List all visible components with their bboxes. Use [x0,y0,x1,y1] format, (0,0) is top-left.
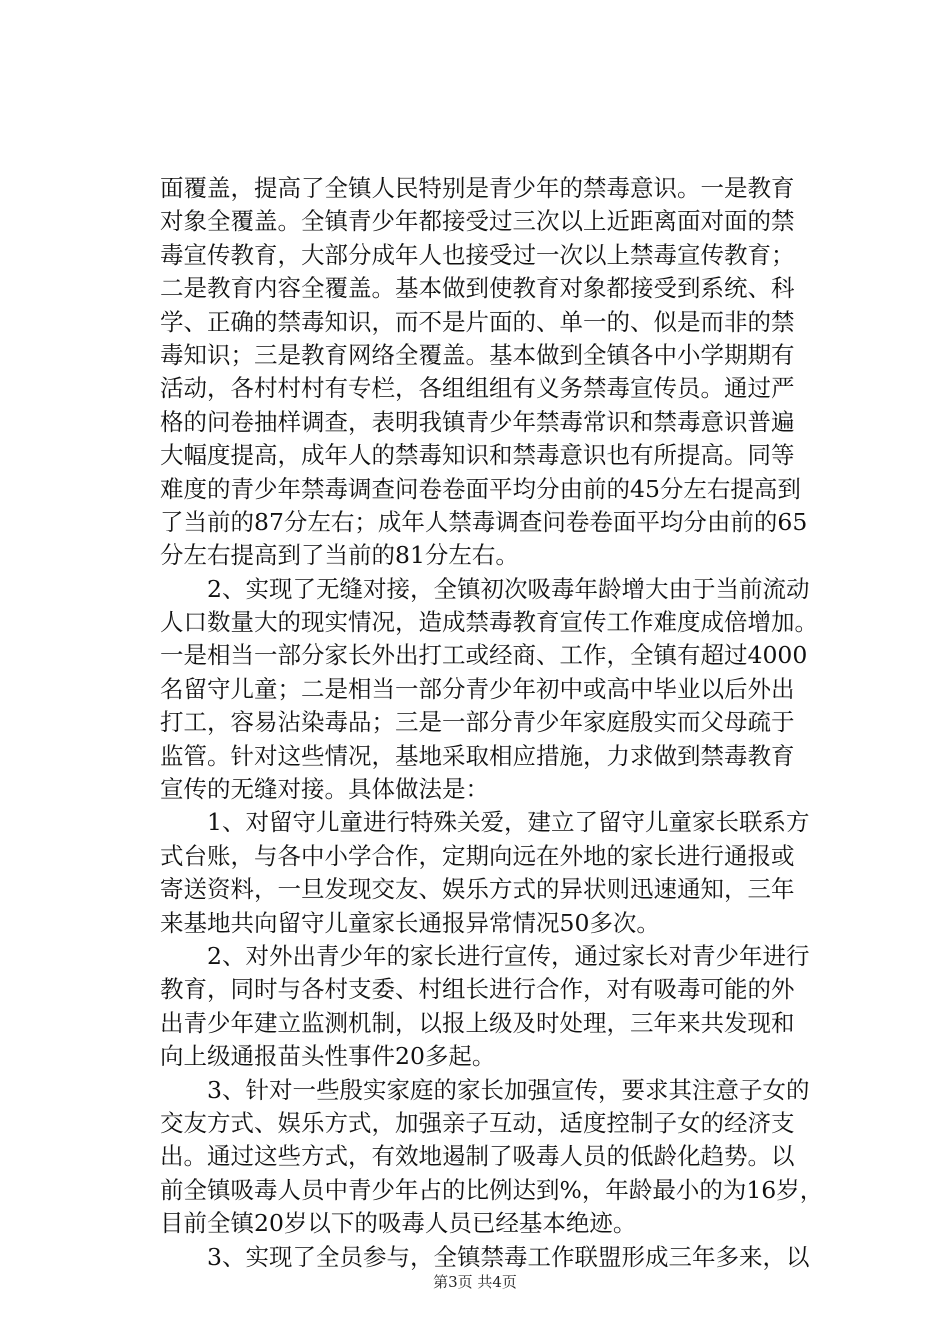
text-line: 目前全镇20岁以下的吸毒人员已经基本绝迹。 [160,1209,637,1238]
paragraph-start-line: 2、实现了无缝对接，全镇初次吸毒年龄增大由于当前流动 [160,574,810,603]
text-line: 人口数量大的现实情况，造成禁毒教育宣传工作难度成倍增加。 [160,608,818,637]
text-line: 难度的青少年禁毒调查问卷卷面平均分由前的45分左右提高到 [160,474,801,503]
text-line: 学、正确的禁毒知识，而不是片面的、单一的、似是而非的禁 [160,307,795,336]
text-line: 向上级通报苗头性事件20多起。 [160,1042,496,1071]
text-line: 来基地共向留守儿童家长通报异常情况50多次。 [160,908,660,937]
text-line: 大幅度提高，成年人的禁毒知识和禁毒意识也有所提高。同等 [160,441,795,470]
text-line: 毒宣传教育，大部分成年人也接受过一次以上禁毒宣传教育； [160,240,795,269]
text-line: 了当前的87分左右；成年人禁毒调查问卷卷面平均分由前的65 [160,507,808,536]
text-line: 寄送资料，一旦发现交友、娱乐方式的异状则迅速通知，三年 [160,875,795,904]
text-line: 教育，同时与各村支委、村组长进行合作，对有吸毒可能的外 [160,975,795,1004]
text-line: 面覆盖，提高了全镇人民特别是青少年的禁毒意识。一是教育 [160,174,795,202]
text-line: 二是教育内容全覆盖。基本做到使教育对象都接受到系统、科 [160,274,795,303]
text-line: 毒知识；三是教育网络全覆盖。基本做到全镇各中小学期期有 [160,340,795,369]
paragraph-start-line: 3、针对一些殷实家庭的家长加强宣传，要求其注意子女的 [160,1075,810,1104]
body-text [160,172,832,1274]
paragraph-start-line: 1、对留守儿童进行特殊关爱，建立了留守儿童家长联系方 [160,808,810,837]
paragraph-start-line: 2、对外出青少年的家长进行宣传，通过家长对青少年进行 [160,941,810,970]
text-line: 名留守儿童；二是相当一部分青少年初中或高中毕业以后外出 [160,674,795,703]
text-line: 交友方式、娱乐方式，加强亲子互动，适度控制子女的经济支 [160,1108,795,1137]
text-line: 监管。针对这些情况，基地采取相应措施，力求做到禁毒教育 [160,741,795,770]
text-line: 格的问卷抽样调查，表明我镇青少年禁毒常识和禁毒意识普遍 [160,407,795,436]
text-line: 活动，各村村村有专栏，各组组组有义务禁毒宣传员。通过严 [160,374,795,403]
paragraph-start-line: 3、实现了全员参与，全镇禁毒工作联盟形成三年多来，以 [160,1242,810,1271]
text-line: 式台账，与各中小学合作，定期向远在外地的家长进行通报或 [160,841,795,870]
text-line: 前全镇吸毒人员中青少年占的比例达到%，年龄最小的为16岁， [160,1175,824,1204]
text-line: 对象全覆盖。全镇青少年都接受过三次以上近距离面对面的禁 [160,207,795,236]
text-line: 分左右提高到了当前的81分左右。 [160,541,519,570]
text-line: 宣传的无缝对接。具体做法是： [160,775,489,804]
text-line: 一是相当一部分家长外出打工或经商、工作，全镇有超过4000 [160,641,808,670]
text-line: 出。通过这些方式，有效地遏制了吸毒人员的低龄化趋势。以 [160,1142,795,1171]
text-line: 打工，容易沾染毒品；三是一部分青少年家庭殷实而父母疏于 [160,708,795,737]
text-line: 出青少年建立监测机制，以报上级及时处理，三年来共发现和 [160,1008,795,1037]
page-footer: 第3页 共4页 [433,1273,517,1291]
